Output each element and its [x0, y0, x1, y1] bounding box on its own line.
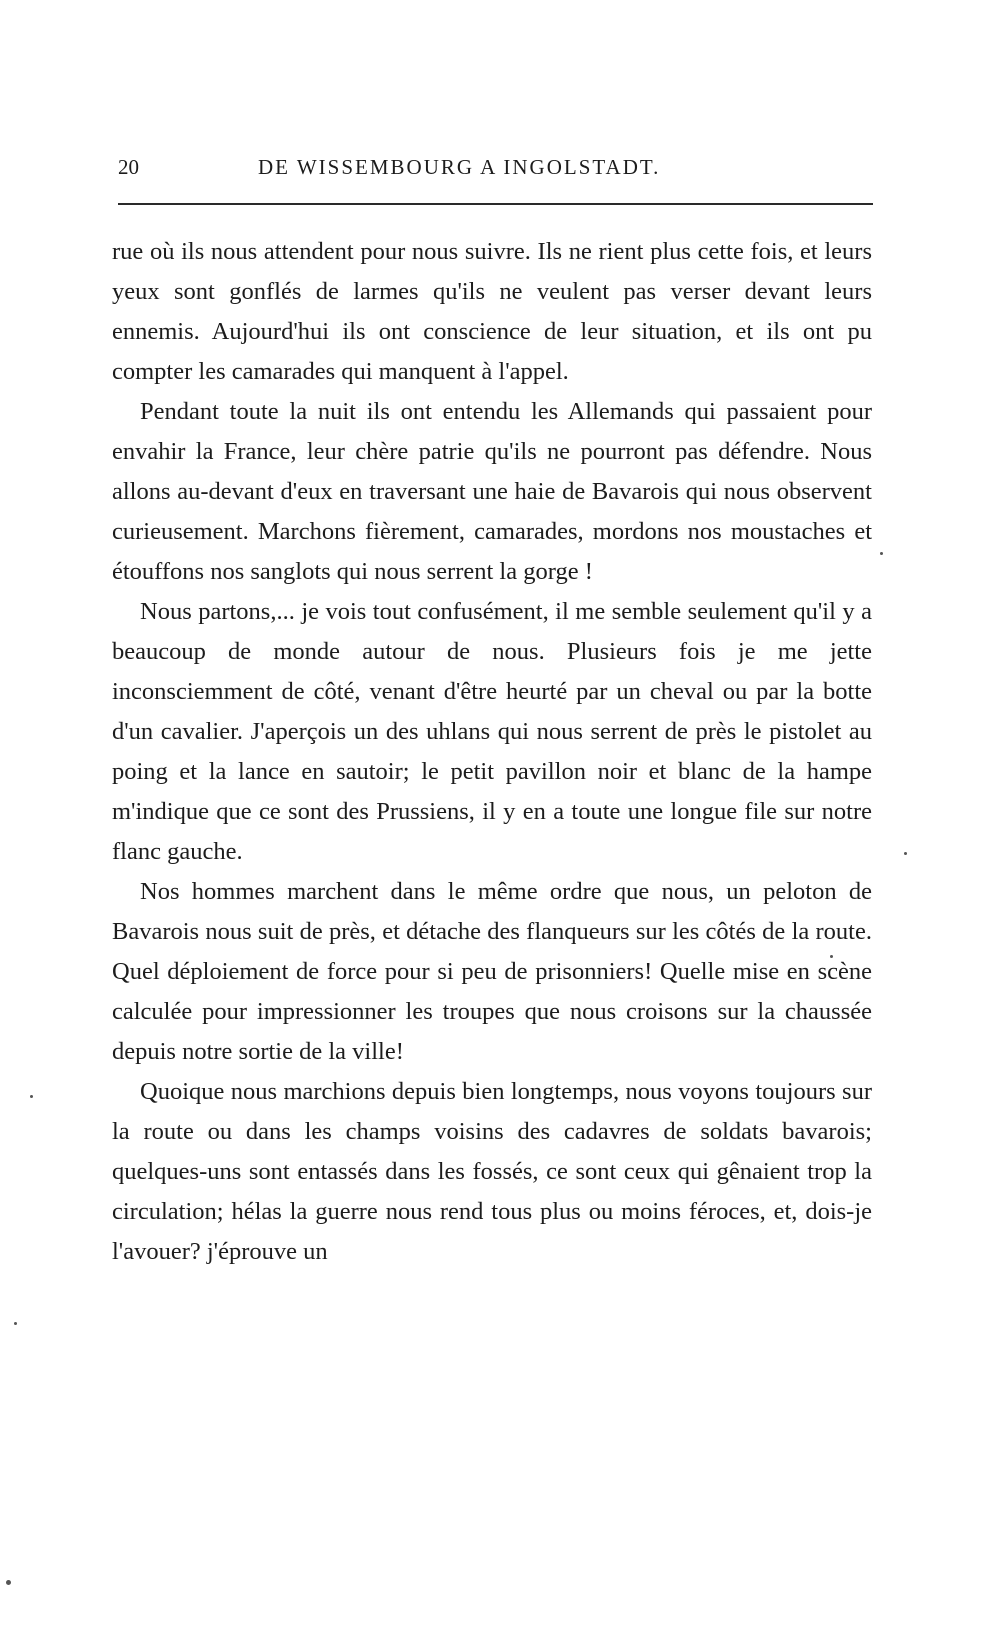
scan-speck — [14, 1322, 17, 1325]
paragraph: Nos hommes marchent dans le même ordre que nous, un peloton de Bavarois nous suit de près, et détache des flanqueurs sur les côtés de la route. Quel déploiement de force pour si peu de prisonniers! Quelle mise en scène calculée pour impressionner les troupes que nous croisons sur la chaussée depuis notre sortie de la ville! — [112, 878, 872, 1065]
paragraph: Quoique nous marchions depuis bien longtemps, nous voyons toujours sur la route ou dans les champs voisins des cadavres de soldats bavarois; quelques-uns sont entassés dans les fossés, ce sont ceux qui gênaient trop la circulation; hélas la guerre nous rend tous plus ou moins féroces, et, dois-je l'avouer? j'éprouve un — [112, 1078, 872, 1265]
scan-speck — [904, 852, 907, 855]
paragraph: Pendant toute la nuit ils ont entendu les Allemands qui passaient pour envahir la France, leur chère patrie qu'ils ne pourront pas défendre. Nous allons au-devant d'eux en traversant une haie de Bavarois qui nous observent curieusement. Marchons fièrement, camarades, mordons nos moustaches et étouffons nos sanglots qui nous serrent la gorge ! — [112, 398, 872, 585]
paragraph-continued: rue où ils nous attendent pour nous suivre. Ils ne rient plus cette fois, et leurs yeux sont gonflés de larmes qu'ils ne veulent pas verser devant leurs ennemis. Aujourd'hui ils ont conscience de leur situation, et ils ont pu compter les camarades qui manquent à l'appel. — [112, 238, 872, 385]
running-head — [118, 150, 873, 184]
paragraph: Nous partons,... je vois tout confusément, il me semble seulement qu'il y a beaucoup de monde autour de nous. Plusieurs fois je me jette inconsciemment de côté, venant d'être heurté par un cheval ou par la botte d'un cavalier. J'aperçois un des uhlans qui nous serrent de près le pistolet au poing et la lance en sautoir; le petit pavillon noir et blanc de la hampe m'indique que ce sont des Prussiens, il y en a toute une longue file sur notre flanc gauche. — [112, 598, 872, 865]
scan-speck — [6, 1580, 11, 1585]
header-rule — [118, 203, 873, 205]
scan-speck — [880, 552, 883, 555]
page-number: 20 — [118, 155, 139, 179]
scan-speck — [830, 955, 833, 958]
running-title: DE WISSEMBOURG A INGOLSTADT. — [258, 155, 661, 179]
scan-speck — [30, 1095, 33, 1098]
body-text — [112, 232, 872, 1272]
